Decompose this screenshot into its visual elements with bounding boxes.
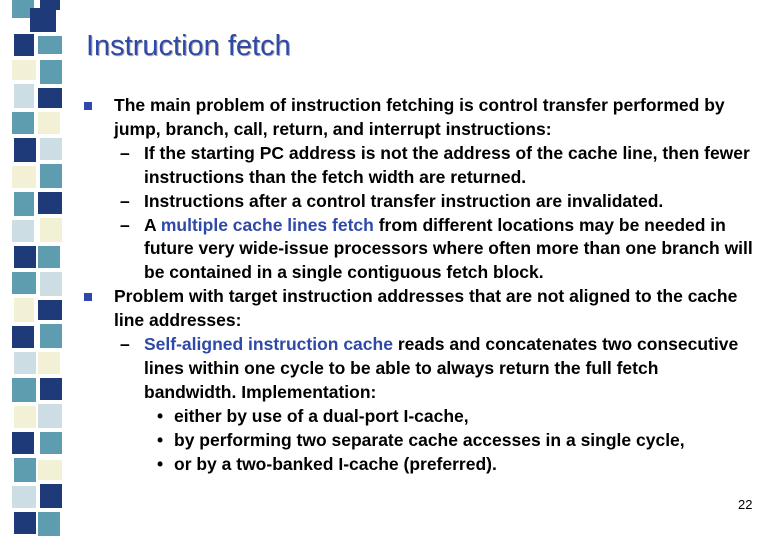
decorative-square (12, 272, 36, 294)
decorative-square (40, 272, 62, 296)
sub-bullet-item (84, 142, 754, 190)
decorative-square (14, 458, 36, 482)
dot-bullet-icon: • (157, 429, 164, 450)
decorative-square (40, 218, 62, 242)
decorative-square (38, 88, 62, 108)
decorative-square (14, 298, 34, 322)
decorative-square (12, 486, 36, 508)
sub-bullet-text (144, 215, 753, 283)
sub-sub-bullet-item (84, 453, 754, 477)
square-bullet-icon (84, 293, 92, 301)
decorative-square (40, 324, 62, 348)
bullet-text: Problem with target instruction addresses that are not aligned to the cache line addresses: (114, 286, 738, 331)
decorative-square (38, 404, 62, 428)
decorative-square (40, 378, 62, 400)
decorative-square (12, 112, 34, 134)
slide-title: Instruction fetch (86, 30, 291, 62)
decorative-square-strip (0, 0, 70, 540)
highlighted-term: Self-aligned instruction cache (144, 334, 393, 355)
decorative-square (14, 192, 34, 216)
sub-bullet-text: Instructions after a control transfer instruction are invalidated. (144, 190, 664, 211)
decorative-square (14, 34, 34, 56)
slide-body (84, 94, 754, 477)
decorative-square (12, 432, 34, 454)
decorative-square (40, 484, 62, 508)
decorative-square (38, 512, 60, 536)
decorative-square (38, 36, 62, 54)
sub-sub-bullet-item (84, 429, 754, 453)
square-bullet-icon (84, 102, 92, 110)
dot-bullet-icon: • (157, 453, 164, 474)
decorative-square (14, 246, 36, 268)
page-number: 22 (738, 497, 753, 512)
decorative-square (12, 326, 34, 348)
bullet-text: The main problem of instruction fetching is control transfer performed by jump, branch, call, return, and interrupt instructions: (114, 95, 725, 139)
text-fragment: reads and concatenates two consecutive lines within one cycle to be able to always return the full fetch bandwidth. Implementation: (144, 334, 739, 402)
highlighted-term: multiple cache lines fetch (160, 214, 374, 235)
decorative-square (14, 84, 34, 108)
decorative-square (38, 246, 60, 268)
decorative-square (12, 378, 36, 402)
bullet-item (84, 94, 754, 142)
dash-bullet-icon: – (120, 190, 130, 211)
decorative-square (38, 192, 62, 214)
sub-bullet-item (84, 190, 754, 214)
decorative-square (38, 112, 60, 134)
decorative-square (38, 460, 62, 480)
dot-bullet-icon: • (157, 405, 164, 426)
sub-bullet-item (84, 333, 754, 405)
decorative-square (12, 220, 34, 242)
sub-sub-bullet-text: either by use of a dual-port I-cache, (174, 405, 469, 426)
decorative-square (12, 60, 36, 80)
decorative-square (40, 432, 62, 454)
sub-bullet-text: If the starting PC address is not the address of the cache line, then fewer instructions than the fetch width are returned. (144, 142, 750, 187)
dash-bullet-icon: – (120, 142, 130, 163)
decorative-square (14, 512, 36, 534)
dash-bullet-icon: – (120, 334, 130, 355)
text-fragment: from different locations may be needed in future very wide-issue processors where often more than one branch will be contained in a single contiguous fetch block. (144, 214, 753, 283)
decorative-square (12, 166, 36, 188)
decorative-square (38, 352, 60, 374)
decorative-square (14, 138, 36, 162)
square-pattern-graphic (0, 0, 70, 540)
decorative-square (14, 406, 36, 428)
decorative-square (40, 164, 62, 188)
bullet-item (84, 285, 754, 333)
sub-sub-bullet-text: by performing two separate cache accesses in a single cycle, (174, 429, 685, 450)
decorative-square (30, 8, 56, 32)
sub-bullet-item (84, 214, 754, 286)
decorative-square (38, 300, 62, 320)
text-fragment: A (144, 214, 161, 235)
decorative-square (40, 138, 62, 160)
sub-sub-bullet-item (84, 405, 754, 429)
sub-sub-bullet-text: or by a two-banked I-cache (preferred). (174, 453, 497, 474)
decorative-square (14, 352, 36, 374)
decorative-square (40, 60, 62, 84)
dash-bullet-icon: – (120, 214, 130, 235)
sub-bullet-text (144, 334, 738, 402)
